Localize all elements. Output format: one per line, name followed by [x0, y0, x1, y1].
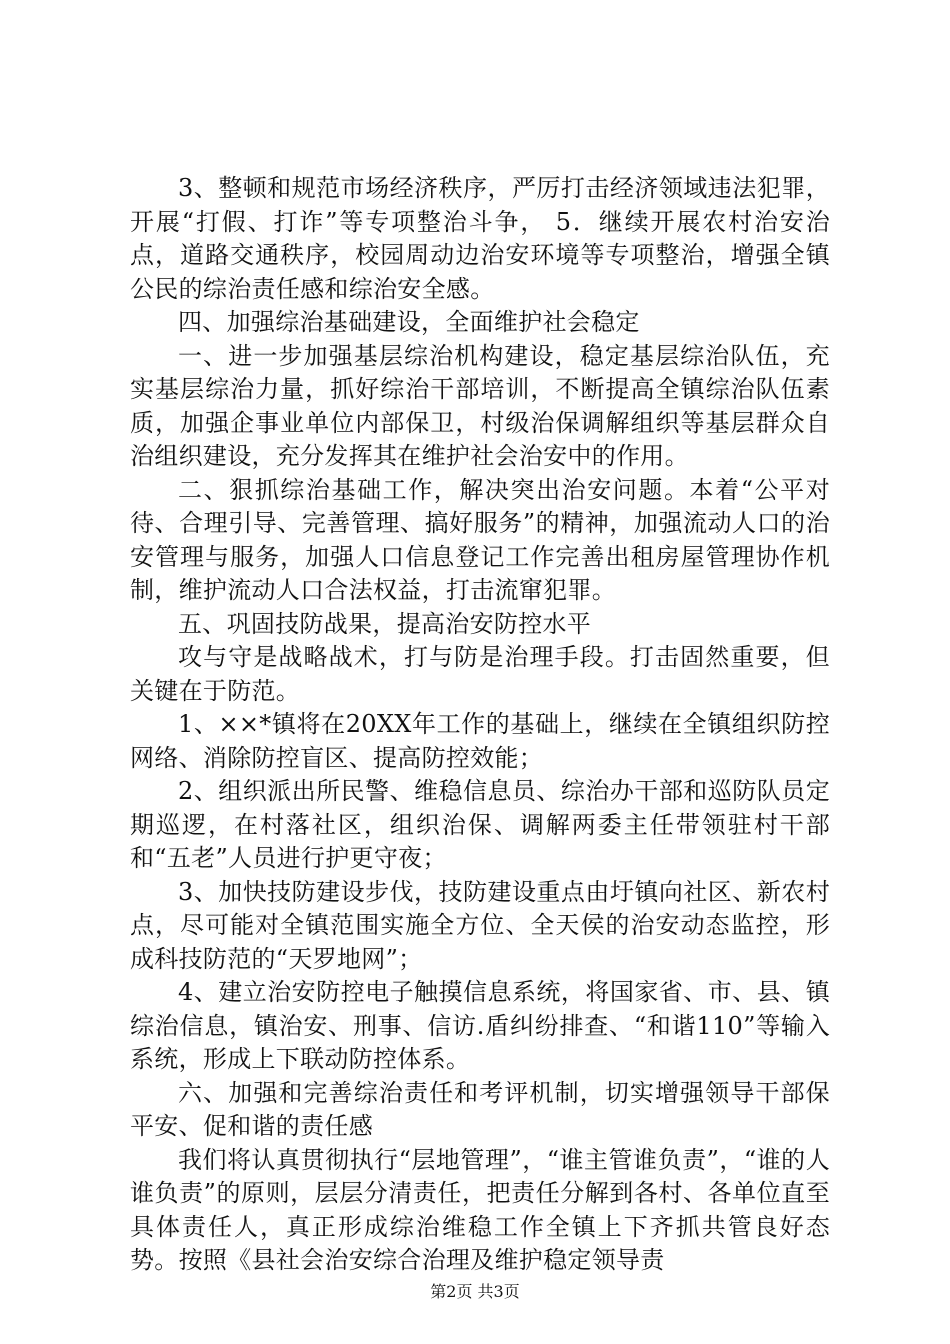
paragraph-market-order: 3、整顿和规范市场经济秩序，严厉打击经济领域违法犯罪，开展“打假、打诈”等专项整治斗争， 5．继续开展农村治安治点，道路交通秩序，校园周动边治安环境等专项整治，增强全镇公民的综治责任感和综治安全感。 [130, 174, 830, 303]
paragraph-attack-defense: 攻与守是战略战术，打与防是治理手段。打击固然重要，但关键在于防范。 [130, 643, 830, 705]
paragraph-item-3: 3、加快技防建设步伐，技防建设重点由圩镇向社区、新农村点，尽可能对全镇范围实施全方位、全天侯的治安动态监控，形成科技防范的“天罗地网”； [130, 877, 830, 973]
paragraph-grassroots-organization: 一、进一步加强基层综治机构建设，稳定基层综治队伍，充实基层综治力量，抓好综治干部培训，不断提高全镇综治队伍素质，加强企事业单位内部保卫，村级治保调解组织等基层群众自治组织建设，充分发挥其在维护社会治安中的作用。 [130, 341, 830, 470]
paragraph-item-4: 4、建立治安防控电子触摸信息系统，将国家省、市、县、镇综治信息，镇治安、刑事、信访.盾纠纷排查、“和谐110”等输入系统，形成上下联动防控体系。 [130, 978, 830, 1073]
paragraph-item-1: 1、××*镇将在20XX年工作的基础上，继续在全镇组织防控网络、消除防控盲区、提高防控效能； [130, 710, 830, 772]
heading-section-five: 五、巩固技防战果，提高治安防控水平 [178, 609, 592, 638]
document-body [130, 172, 830, 1278]
paragraph-responsibility: 我们将认真贯彻执行“层地管理”，“谁主管谁负责”，“谁的人谁负责”的原则，层层分清责任，把责任分解到各村、各单位直至具体责任人，真正形成综治维稳工作全镇上下齐抓共管良好态势。按照《县社会治安综合治理及维护稳定领导责 [130, 1145, 830, 1274]
paragraph-item-2: 2、组织派出所民警、维稳信息员、综治办干部和巡防队员定期巡逻，在村落社区，组织治保、调解两委主任带领驻村干部和“五老”人员进行护更守夜； [130, 777, 830, 872]
paragraph-basic-work: 二、狠抓综治基础工作，解决突出治安问题。本着“公平对待、合理引导、完善管理、搞好服务”的精神，加强流动人口的治安管理与服务，加强人口信息登记工作完善出租房屋管理协作机制，维护流动人口合法权益，打击流窜犯罪。 [130, 475, 830, 604]
heading-section-six: 六、加强和完善综治责任和考评机制，切实增强领导干部保平安、促和谐的责任感 [130, 1078, 830, 1140]
heading-section-four: 四、加强综治基础建设，全面维护社会稳定 [178, 308, 640, 336]
page-number-footer: 第2页 共3页 [430, 1282, 520, 1301]
